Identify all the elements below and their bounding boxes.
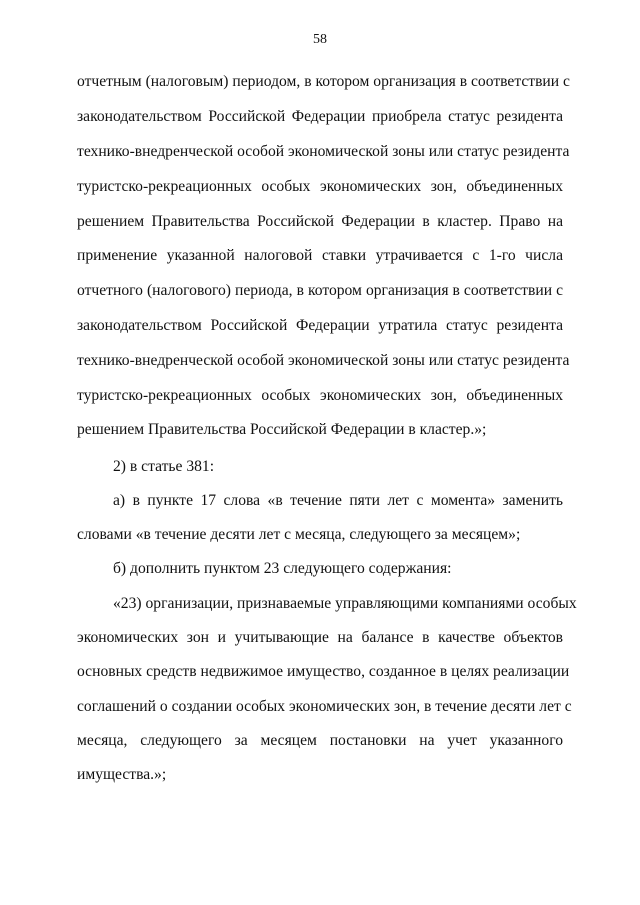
list-item-2: 2) в статье 381: — [113, 458, 215, 475]
text-line: туристско-рекреационных особых экономических зон, объединенных — [77, 387, 563, 404]
text-line: законодательством Российской Федерации приобрела статус резидента — [77, 108, 563, 125]
text-line: основных средств недвижимое имущество, созданное в целях реализации — [77, 663, 570, 680]
text-line: технико-внедренческой особой экономической зоны или статус резидента — [77, 143, 570, 160]
text-line: месяца, следующего за месяцем постановки на учет указанного — [77, 732, 563, 749]
text-line: словами «в течение десяти лет с месяца, следующего за месяцем»; — [77, 526, 521, 543]
text-line: применение указанной налоговой ставки утрачивается с 1-го числа — [77, 247, 563, 264]
text-line: технико-внедренческой особой экономической зоны или статус резидента — [77, 352, 570, 369]
page-number: 58 — [313, 32, 327, 47]
text-line: имущества.»; — [77, 766, 167, 783]
text-line: а) в пункте 17 слова «в течение пяти лет с момента» заменить — [113, 492, 563, 509]
text-line: отчетного (налогового) периода, в котором организация в соответствии с — [77, 282, 563, 299]
text-line: экономических зон и учитывающие на балансе в качестве объектов — [77, 629, 563, 646]
text-line: отчетным (налоговым) периодом, в котором организация в соответствии с — [77, 73, 570, 90]
text-line: туристско-рекреационных особых экономических зон, объединенных — [77, 178, 563, 195]
text-line: решением Правительства Российской Федерации в кластер. Право на — [77, 213, 563, 230]
text-line: соглашений о создании особых экономических зон, в течение десяти лет с — [77, 698, 572, 715]
text-line: решением Правительства Российской Федерации в кластер.»; — [77, 421, 487, 438]
text-line: «23) организации, признаваемые управляющими компаниями особых — [113, 595, 577, 612]
text-line: законодательством Российской Федерации утратила статус резидента — [77, 317, 563, 334]
list-item-b: б) дополнить пунктом 23 следующего содержания: — [113, 560, 452, 577]
